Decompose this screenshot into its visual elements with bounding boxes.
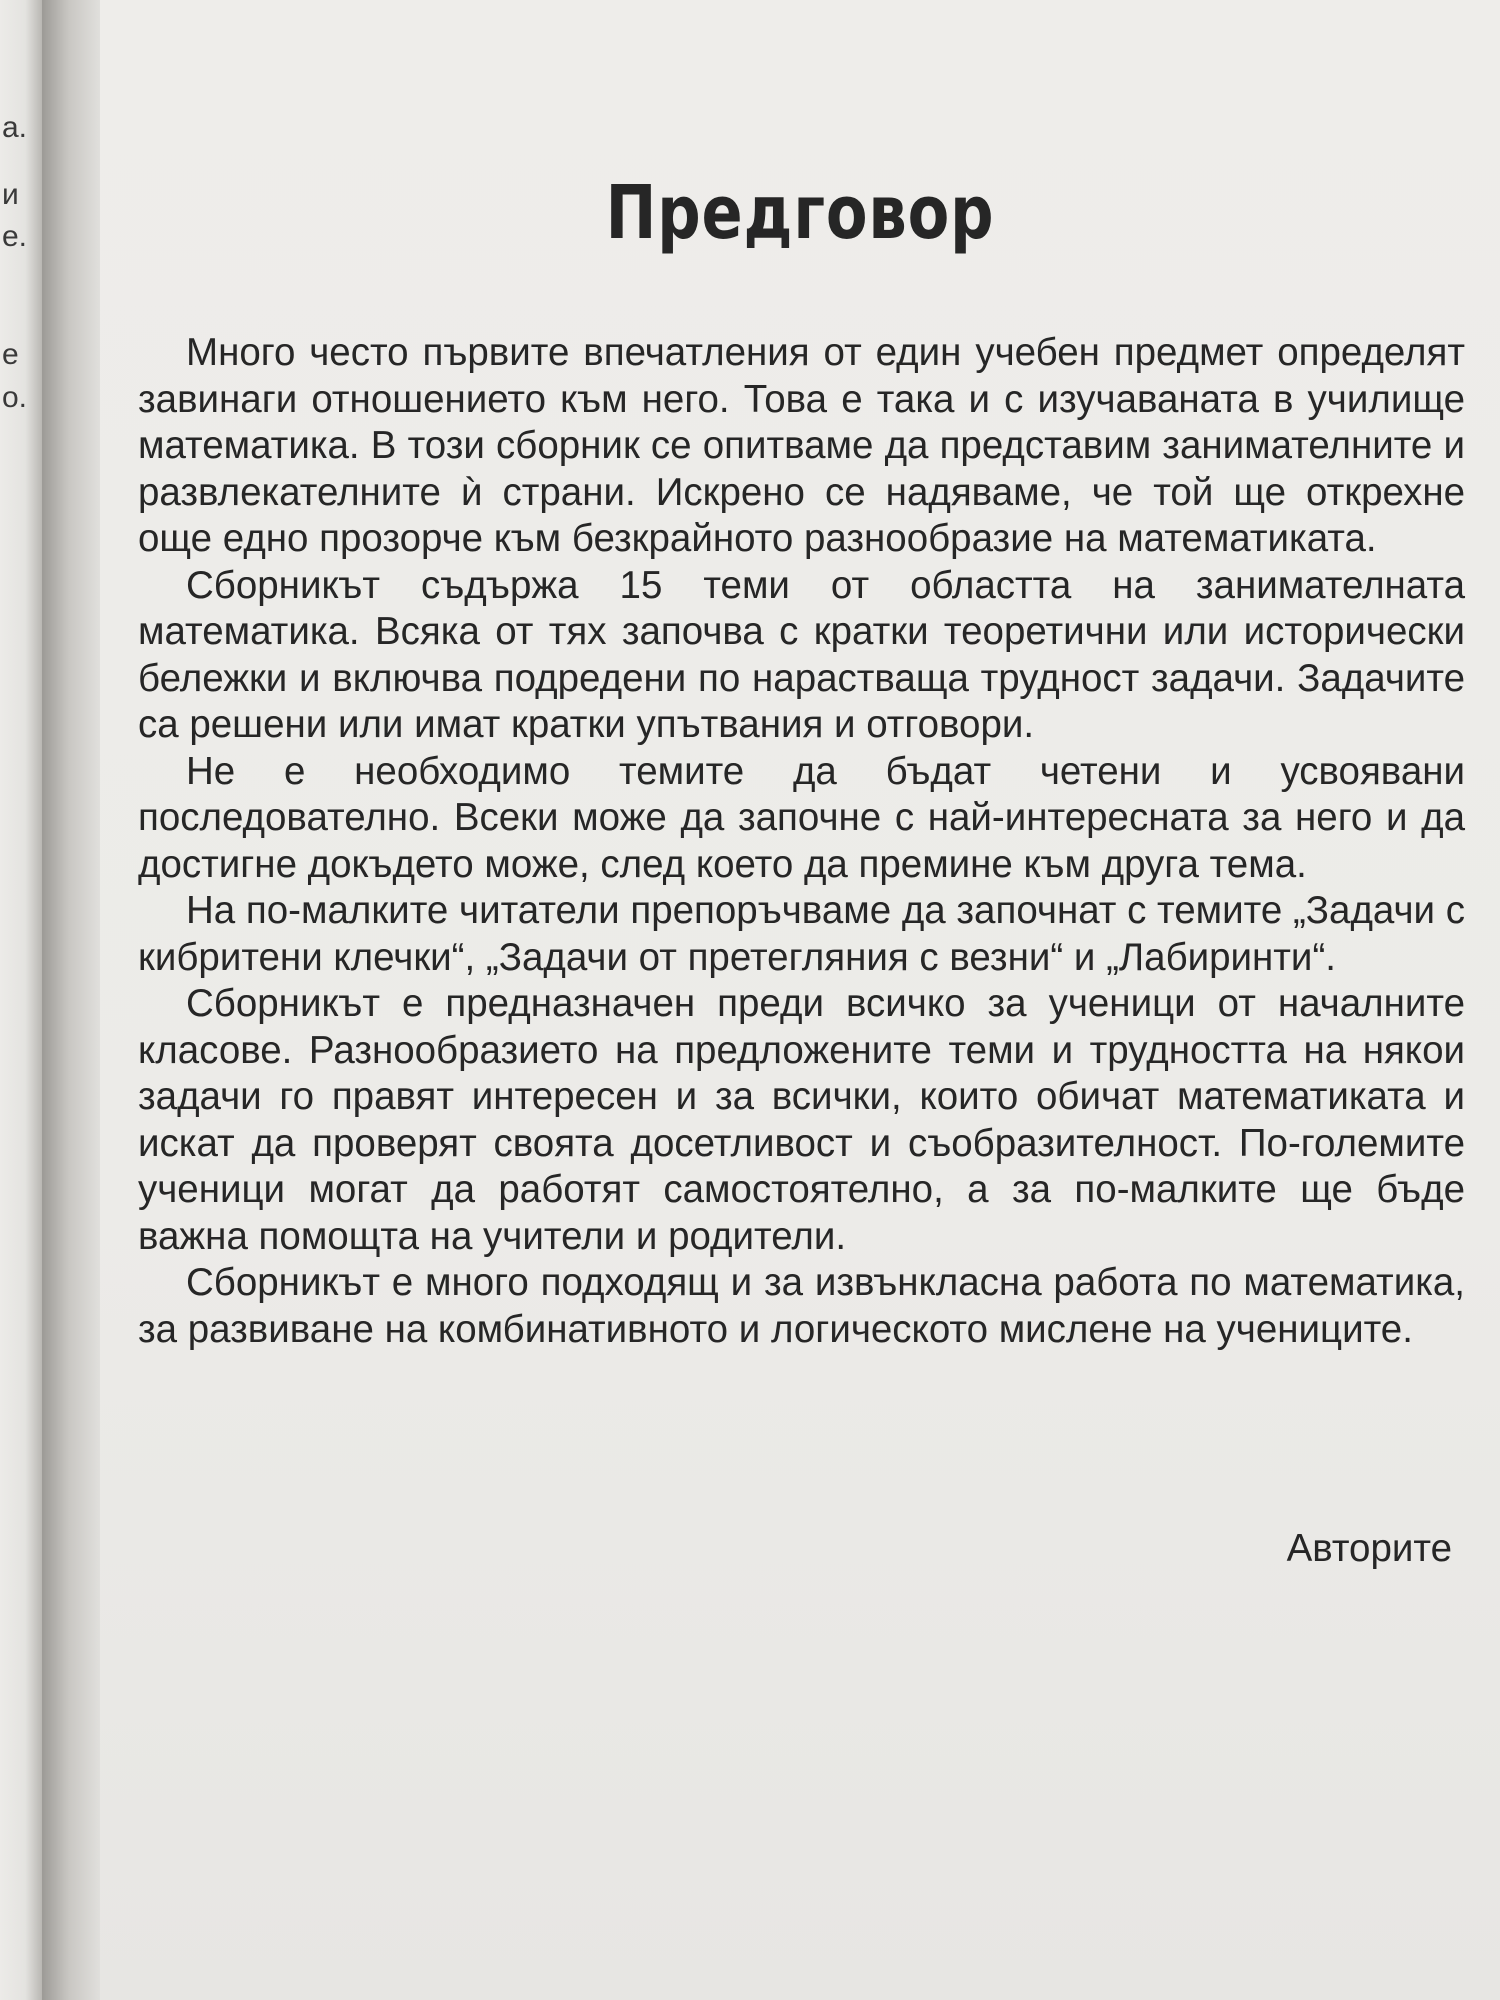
book-gutter [42, 0, 102, 2000]
paragraph: Не е необходимо темите да бъдат четени и усвоявани последователно. Всеки може да започне с най-интересната за него и да достигне докъдето може, след което да премине към друга тема. [138, 749, 1465, 886]
author-signature: Авторите [1286, 1527, 1452, 1570]
preface-body [138, 330, 1465, 1353]
paragraph: Сборникът съдържа 15 теми от областта на занимателната математика. Всяка от тях започва с кратки теоретични или исторически бележки и включва подредени по нарастваща трудност задачи. Задачите са решени или имат кратки упътвания и отговори. [138, 563, 1465, 746]
left-page-fragment: е. [2, 220, 28, 253]
paragraph: Сборникът е предназначен преди всичко за ученици от началните класове. Разнообразието на предложените теми и трудността на някои задачи го правят интересен и за всички, които обичат математиката и искат да проверят своята досетливост и съобразителност. По-големите ученици могат да работят самостоятелно, а за по-малките ще бъде важна помощта на учители и родители. [138, 982, 1465, 1258]
left-page-fragment: о. [2, 381, 28, 414]
left-page-fragment: е [2, 338, 19, 371]
book-page [100, 0, 1500, 2000]
previous-page-edge [0, 0, 42, 2000]
page-title: Предговор [605, 170, 995, 256]
paragraph: Сборникът е много подходящ и за извънкласна работа по математика, за развиване на комбинативното и логическото мислене на учениците. [138, 1261, 1465, 1351]
left-page-fragment: и [2, 178, 19, 211]
paragraph: Много често първите впечатления от един учебен предмет определят завинаги отношението към него. Това е така и с изучаваната в училище математика. В този сборник се опитваме да представим занимателните и развлекателните ѝ страни. Искрено се надяваме, че той ще открехне още едно прозорче към безкрайното разнообразие на математиката. [138, 331, 1465, 560]
left-page-fragment: а. [2, 111, 28, 144]
paragraph: На по-малките читатели препоръчваме да започнат с темите „Задачи с кибритени клечки“, „Задачи от претегляния с везни“ и „Лабиринти“. [138, 889, 1465, 979]
